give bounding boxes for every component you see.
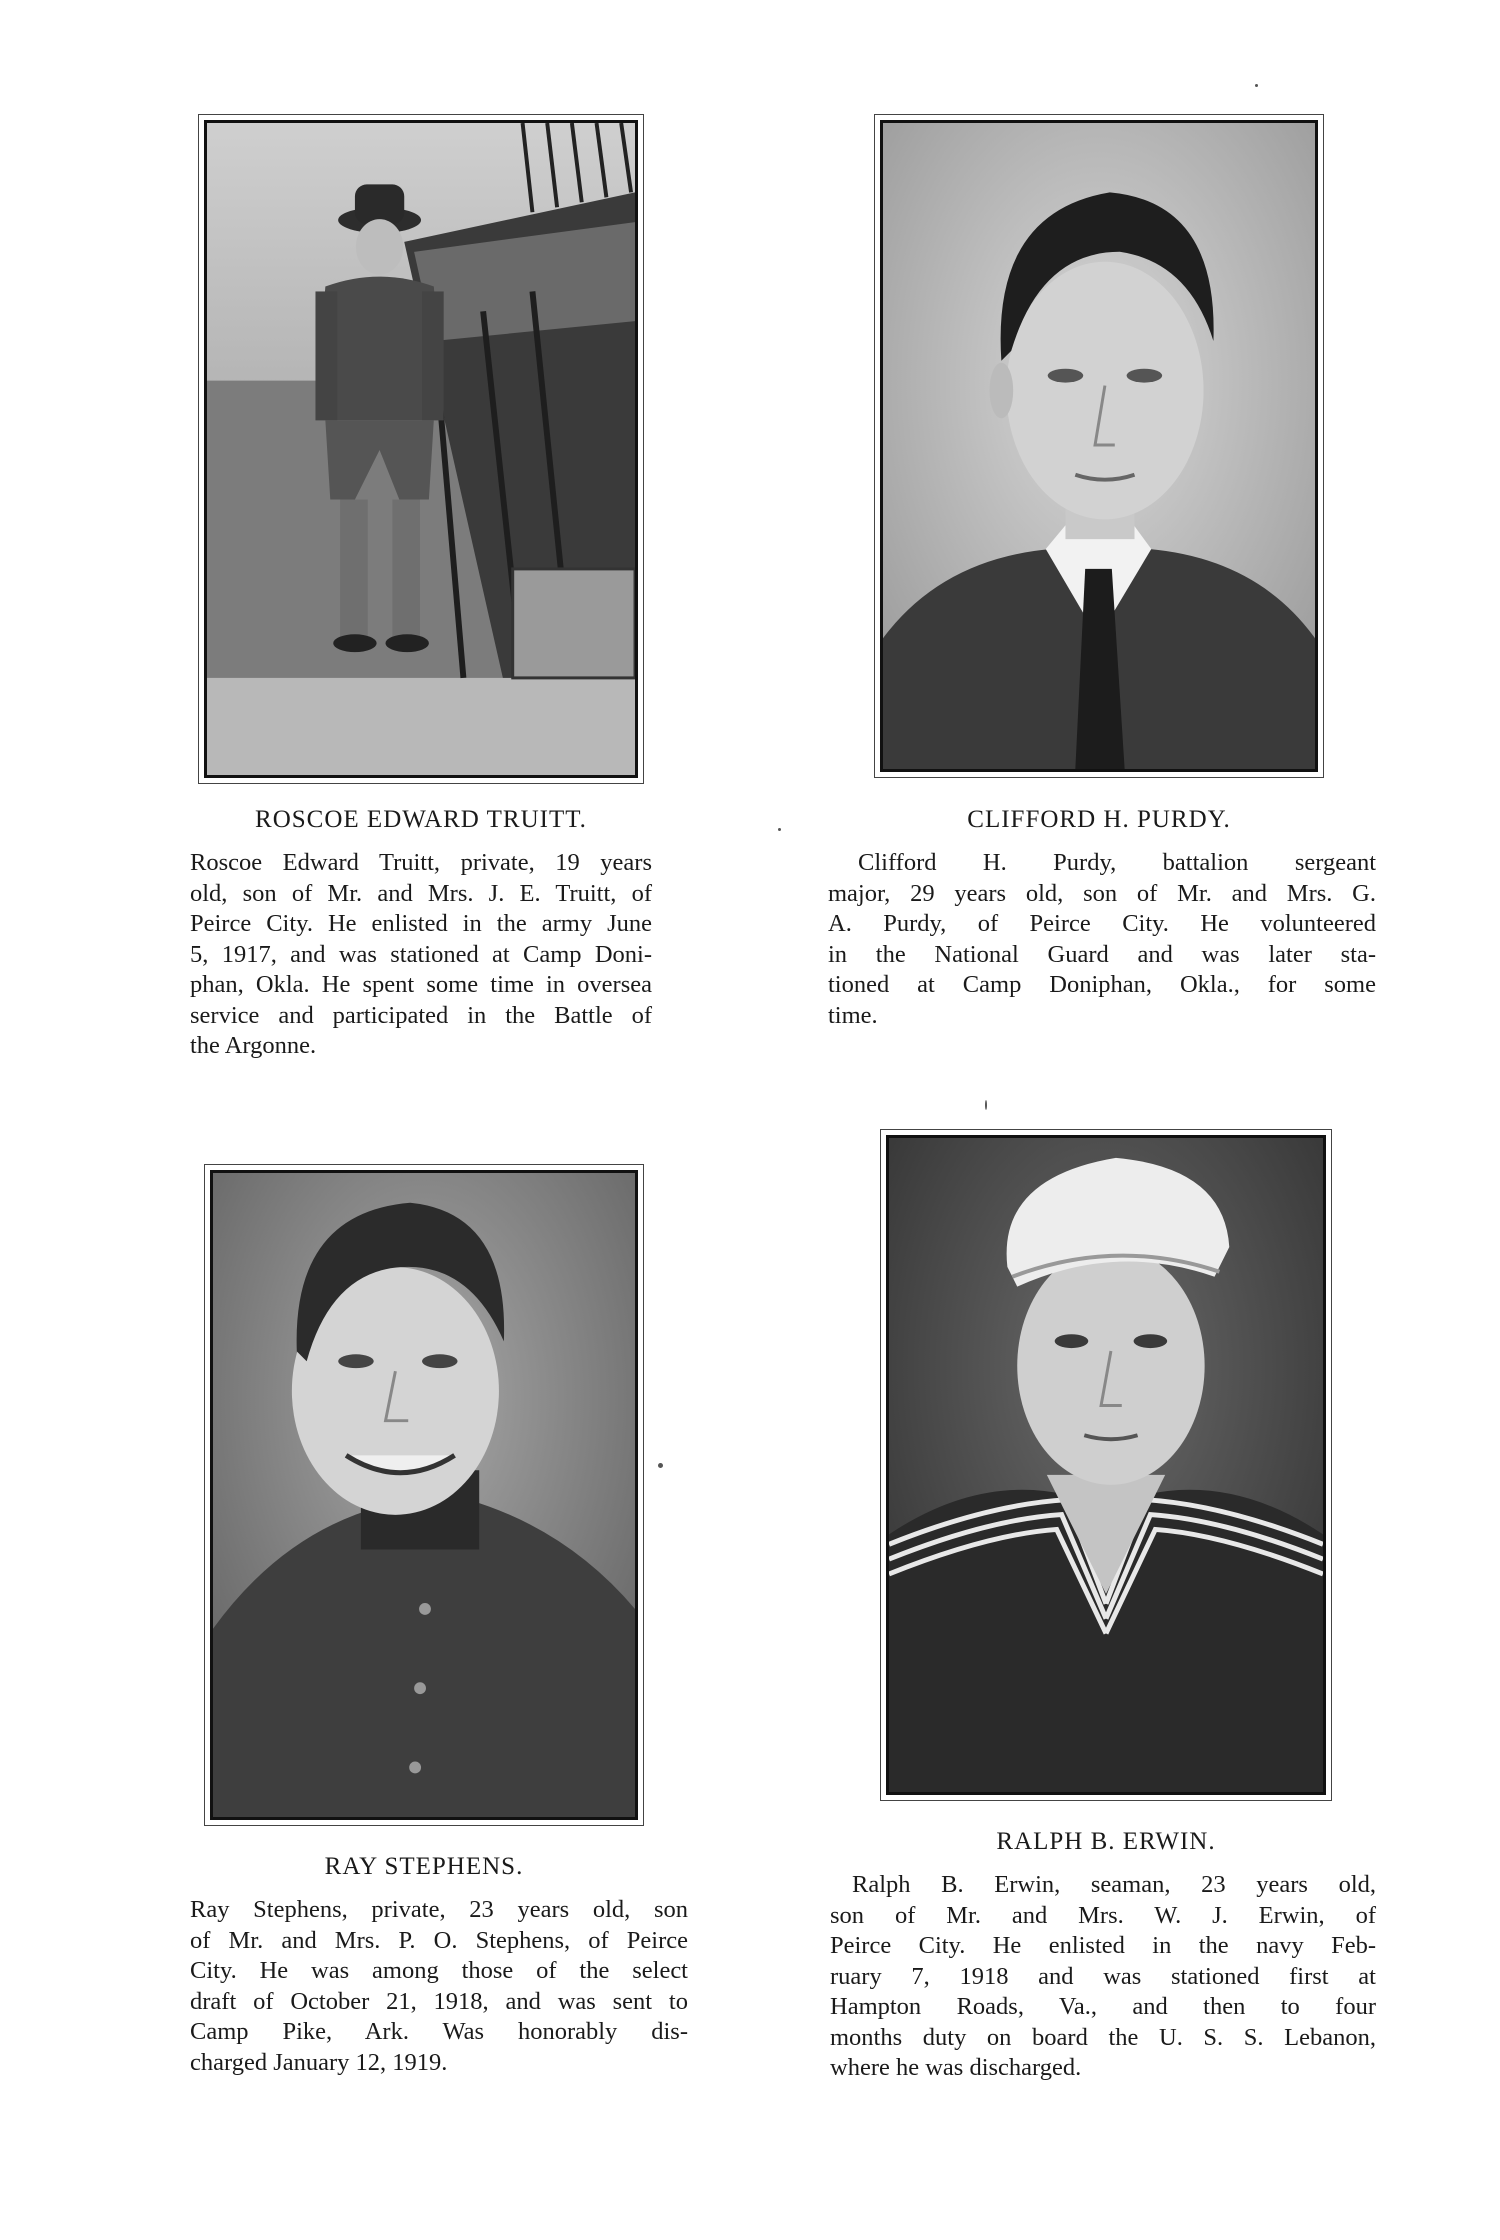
bio-line: old, son of Mr. and Mrs. J. E. Truitt, of: [190, 879, 652, 907]
bio-line: the Argonne.: [190, 1032, 317, 1059]
bio-line: draft of October 21, 1918, and was sent to: [190, 1987, 688, 2015]
bio-line: major, 29 years old, son of Mr. and Mrs. G.: [828, 879, 1376, 907]
bio-line: Ralph B. Erwin, seaman, 23 years old,: [852, 1871, 1376, 1898]
portrait-photo-erwin: [886, 1135, 1326, 1795]
entry-name-purdy: CLIFFORD H. PURDY.: [967, 806, 1231, 833]
bio-line: where he was discharged.: [830, 2054, 1082, 2081]
entry-bio-stephens: [190, 1895, 688, 2078]
bio-line: Peirce City. He enlisted in the navy Feb-: [830, 1932, 1376, 1959]
entry-name-stephens: RAY STEPHENS.: [324, 1853, 524, 1880]
portrait-photo-truitt: [204, 120, 638, 778]
print-speck: [778, 828, 781, 831]
entry-name-truitt: ROSCOE EDWARD TRUITT.: [255, 806, 587, 833]
bio-line: son of Mr. and Mrs. W. J. Erwin, of: [830, 1901, 1376, 1929]
bio-line: phan, Okla. He spent some time in oversea: [190, 971, 652, 998]
entry-bio-purdy: [828, 848, 1376, 1031]
bio-line: ruary 7, 1918 and was stationed first at: [830, 1962, 1376, 1990]
bio-line: months duty on board the U. S. S. Lebanon,: [830, 2023, 1376, 2051]
portrait-photo-purdy: [880, 120, 1318, 772]
bio-line: 5, 1917, and was stationed at Camp Doni-: [190, 940, 652, 968]
bio-line: service and participated in the Battle of: [190, 1001, 652, 1029]
print-speck: [658, 1463, 663, 1468]
bio-line: Clifford H. Purdy, battalion sergeant: [858, 849, 1376, 876]
portrait-photo-stephens: [210, 1170, 638, 1820]
bio-line: A. Purdy, of Peirce City. He volunteered: [828, 910, 1376, 937]
entry-name-erwin: RALPH B. ERWIN.: [996, 1828, 1216, 1855]
bio-line: Ray Stephens, private, 23 years old, son: [190, 1896, 688, 1923]
bio-line: in the National Guard and was later sta-: [828, 940, 1376, 968]
print-speck: [985, 1100, 987, 1110]
bio-line: charged January 12, 1919.: [190, 2048, 448, 2076]
bio-line: of Mr. and Mrs. P. O. Stephens, of Peirce: [190, 1926, 688, 1954]
bio-line: tioned at Camp Doniphan, Okla., for some: [828, 971, 1376, 998]
bio-line: Hampton Roads, Va., and then to four: [830, 1993, 1376, 2020]
bio-line: Peirce City. He enlisted in the army June: [190, 910, 652, 937]
bio-line: Roscoe Edward Truitt, private, 19 years: [190, 849, 652, 876]
bio-line: time.: [828, 1001, 878, 1029]
entry-bio-truitt: [190, 848, 652, 1062]
print-speck: [1255, 84, 1258, 87]
bio-line: Camp Pike, Ark. Was honorably dis-: [190, 2018, 688, 2045]
bio-line: City. He was among those of the select: [190, 1957, 688, 1984]
entry-bio-erwin: [830, 1870, 1376, 2084]
